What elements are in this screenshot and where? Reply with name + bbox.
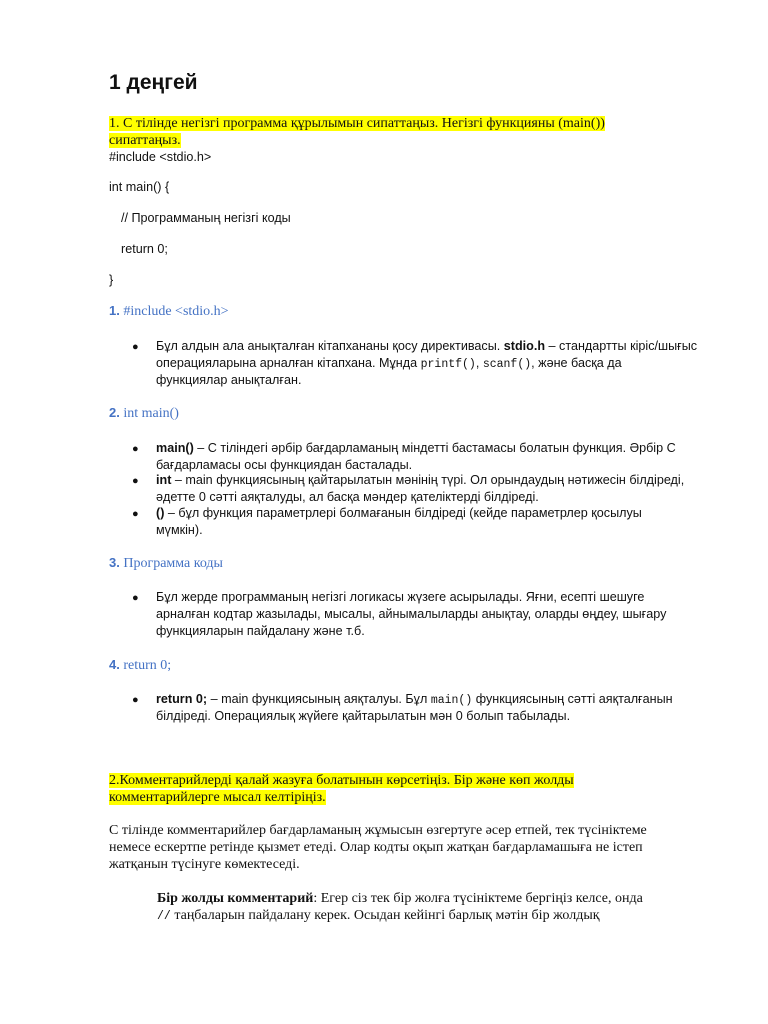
bullet-icon: ● [132, 341, 139, 353]
list-item-line: функциялар анықталған. [156, 373, 302, 387]
question-2-line-2 [109, 790, 326, 806]
list-item-line: () – бұл функция параметрлері болмағанын білдіреді (кейде параметрлер қосылуы [156, 506, 642, 520]
question-2-line-1 [109, 773, 574, 789]
list-item-line: әдетте 0 сәтті аяқталуды, ал басқа мәндер қателіктерді білдіреді. [156, 490, 539, 504]
list-item-line: мүмкін). [156, 523, 203, 537]
question-1-highlight: 1. С тілінде негізгі программа құрылымын сипаттаңыз. Негізгі функцияны (main()) [109, 116, 605, 131]
heading-text: return 0; [123, 658, 172, 673]
heading-number: 3. [109, 555, 120, 570]
heading-text: int main() [123, 406, 179, 421]
list-item-line: арналған кодтар жазылады, мысалы, айнымалыларды анықтау, оларды өңдеу, шығару [156, 607, 667, 621]
paragraph-line: Бір жолды комментарий: Егер сіз тек бір жолға түсініктеме бергіңіз келсе, онда [157, 891, 643, 906]
paragraph-line: жатқанын түсінуге көмектеседі. [109, 857, 300, 872]
code-comment: // Программаның негізгі коды [121, 211, 291, 225]
heading-return [109, 657, 171, 674]
list-item-line: операцияларына арналған кітапхана. Мұнда printf(), scanf(), және басқа да [156, 356, 622, 371]
heading-include [109, 303, 229, 320]
question-1-line-2 [109, 133, 181, 149]
list-item-line: int – main функциясының қайтарылатын мәнінің түрі. Ол орындаудың нәтижесін білдіреді, [156, 473, 685, 487]
list-item-line: бағдарламасы осы функциядан басталады. [156, 458, 413, 472]
paragraph-line: С тілінде комментарийлер бағдарламаның жұмысын өзгертуге әсер етпей, тек түсініктеме [109, 823, 647, 838]
code-main: int main() { [109, 180, 170, 194]
heading-number: 2. [109, 405, 120, 420]
list-item-line: Бұл жерде программаның негізгі логикасы жүзеге асырылады. Яғни, есепті шешуге [156, 590, 645, 604]
paragraph-line: немесе ескертпе ретінде қызмет етеді. Олар кодты оқып жатқан бағдарламашыға не істеп [109, 840, 643, 855]
heading-text: Программа коды [123, 556, 223, 571]
list-item-line: Бұл алдын ала анықталған кітапхананы қосу директивасы. stdio.h – стандартты кіріс/шығыс [156, 339, 698, 353]
heading-text: #include <stdio.h> [123, 304, 229, 319]
list-item-line: return 0; – main функциясының аяқталуы. Бұл main() функциясының сәтті аяқталғанын [156, 692, 673, 707]
list-item-line: білдіреді. Операциялық жүйеге қайтарылатын мән 0 болып табылады. [156, 709, 571, 723]
code-include: #include <stdio.h> [109, 150, 212, 164]
list-item-line: функцияларын пайдалану және т.б. [156, 624, 365, 638]
bullet-icon: ● [132, 443, 139, 455]
bullet-icon: ● [132, 592, 139, 604]
question-2-highlight-2: комментарийлерге мысал келтіріңіз. [109, 790, 326, 805]
bullet-icon: ● [132, 475, 139, 487]
heading-number: 1. [109, 303, 120, 318]
paragraph-line: // таңбаларын пайдалану керек. Осыдан кейінгі барлық мәтін бір жолдық [157, 908, 600, 923]
bullet-icon: ● [132, 508, 139, 520]
heading-number: 4. [109, 657, 120, 672]
heading-int-main [109, 405, 179, 422]
list-item-line: main() – С тіліндегі әрбір бағдарламаның міндетті бастамасы болатын функция. Әрбір С [156, 441, 676, 455]
code-close-brace: } [109, 273, 114, 287]
bullet-icon: ● [132, 694, 139, 706]
question-1-highlight-2: сипаттаңыз. [109, 133, 181, 148]
question-1-line-1 [109, 116, 605, 132]
code-return: return 0; [121, 242, 168, 256]
page-title: 1 деңгей [109, 71, 198, 94]
heading-program-code [109, 555, 223, 572]
question-2-highlight: 2.Комментарийлерді қалай жазуға болатынын көрсетіңіз. Бір және көп жолды [109, 773, 574, 788]
